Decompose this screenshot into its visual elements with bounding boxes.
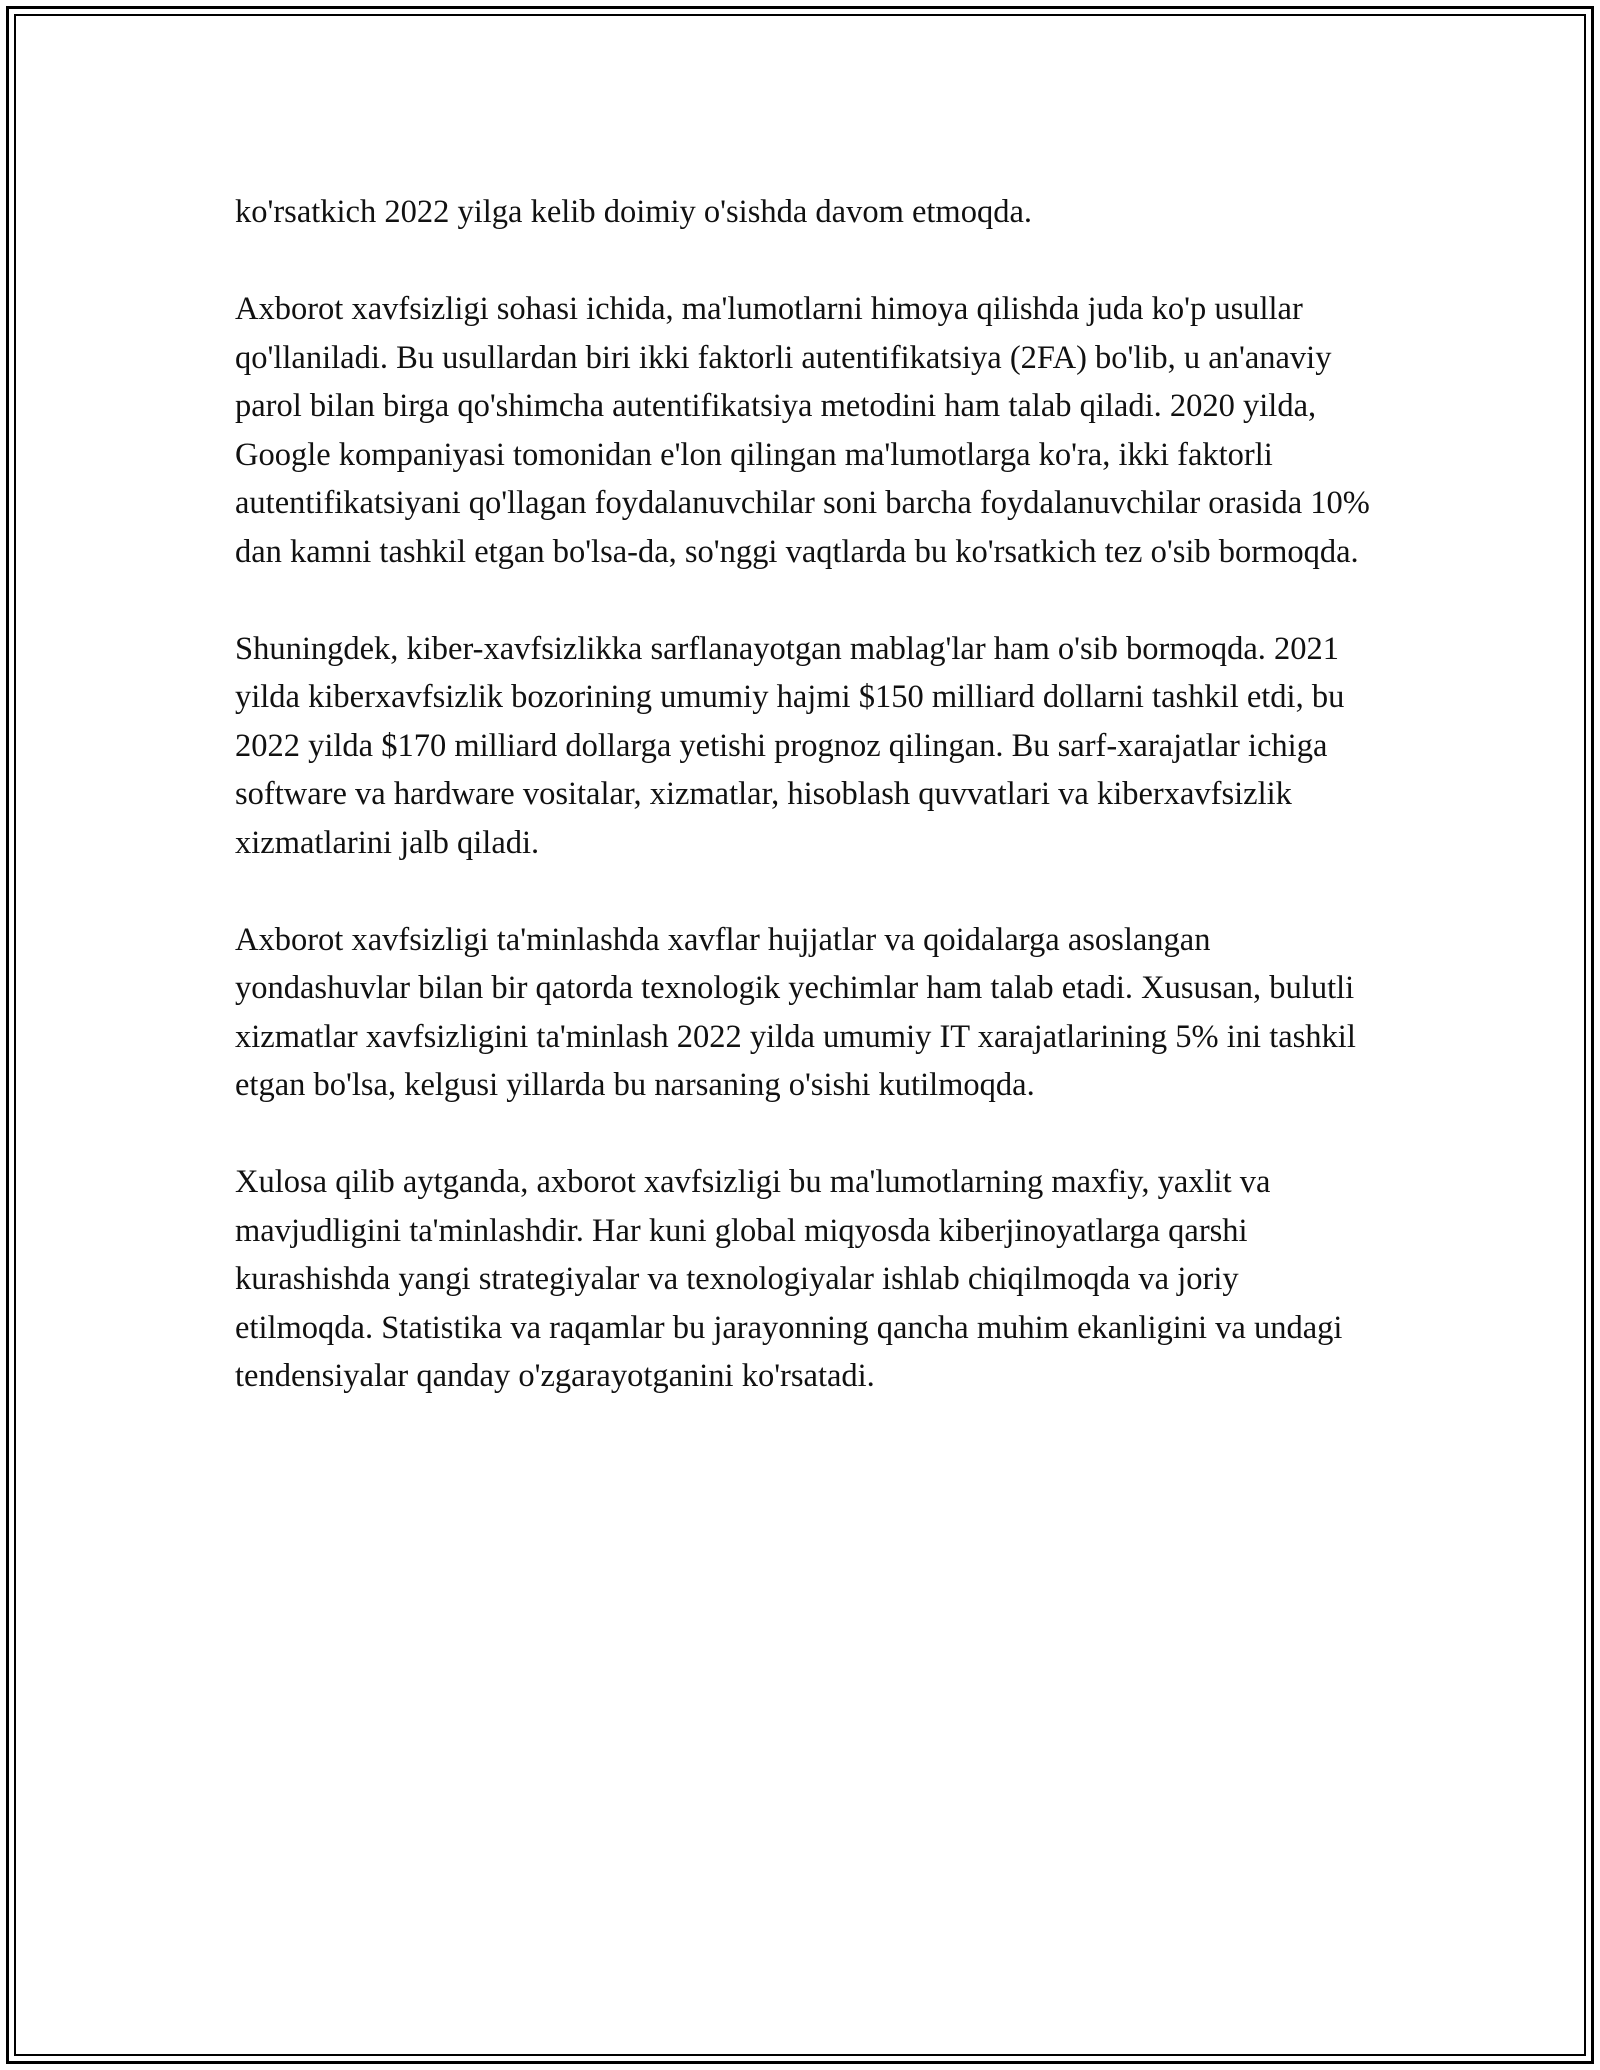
paragraph-4: Axborot xavfsizligi ta'minlashda xavflar hujjatlar va qoidalarga asoslangan yondashuvlar bilan bir qatorda texnologik yechimlar ham talab etadi. Xususan, bulutli xizmatlar xavfsizligini ta'minlash 2022 yilda umumiy IT xarajatlarining 5% ini tashkil etgan bo'lsa, kelgusi yillarda bu narsaning o'sishi kutilmoqda. xyxy=(235,921,1356,1103)
paragraph-1: ko'rsatkich 2022 yilga kelib doimiy o'sishda davom etmoqda. xyxy=(235,194,1033,230)
paragraph-3: Shuningdek, kiber-xavfsizlikka sarflanayotgan mablag'lar ham o'sib bormoqda. 2021 yilda kiberxavfsizlik bozorining umumiy hajmi $150 milliard dollarni tashkil etdi, bu 2022 yilda $170 milliard dollarga yetishi prognoz qilingan. Bu sarf-xarajatlar ichiga software va hardware vositalar, xizmatlar, hisoblash quvvatlari va kiberxavfsizlik xizmatlarini jalb qiladi. xyxy=(235,630,1345,861)
document-body xyxy=(235,188,1370,1449)
paragraph-5: Xulosa qilib aytganda, axborot xavfsizligi bu ma'lumotlarning maxfiy, yaxlit va mavjudligini ta'minlashdir. Har kuni global miqyosda kiberjinoyatlarga qarshi kurashishda yangi strategiyalar va texnologiyalar ishlab chiqilmoqda va joriy etilmoqda. Statistika va raqamlar bu jarayonning qancha muhim ekanligini va undagi tendensiyalar qanday o'zgarayotganini ko'rsatadi. xyxy=(235,1164,1343,1394)
paragraph-2: Axborot xavfsizligi sohasi ichida, ma'lumotlarni himoya qilishda juda ko'p usullar qo'llaniladi. Bu usullardan biri ikki faktorli autentifikatsiya (2FA) bo'lib, u an'anaviy parol bilan birga qo'shimcha autentifikatsiya metodini ham talab qiladi. 2020 yilda, Google kompaniyasi tomonidan e'lon qilingan ma'lumotlarga ko'ra, ikki faktorli autentifikatsiyani qo'llagan foydalanuvchilar soni barcha foydalanuvchilar orasida 10% dan kamni tashkil etgan bo'lsa-da, so'nggi vaqtlarda bu ko'rsatkich tez o'sib bormoqda. xyxy=(235,291,1370,570)
